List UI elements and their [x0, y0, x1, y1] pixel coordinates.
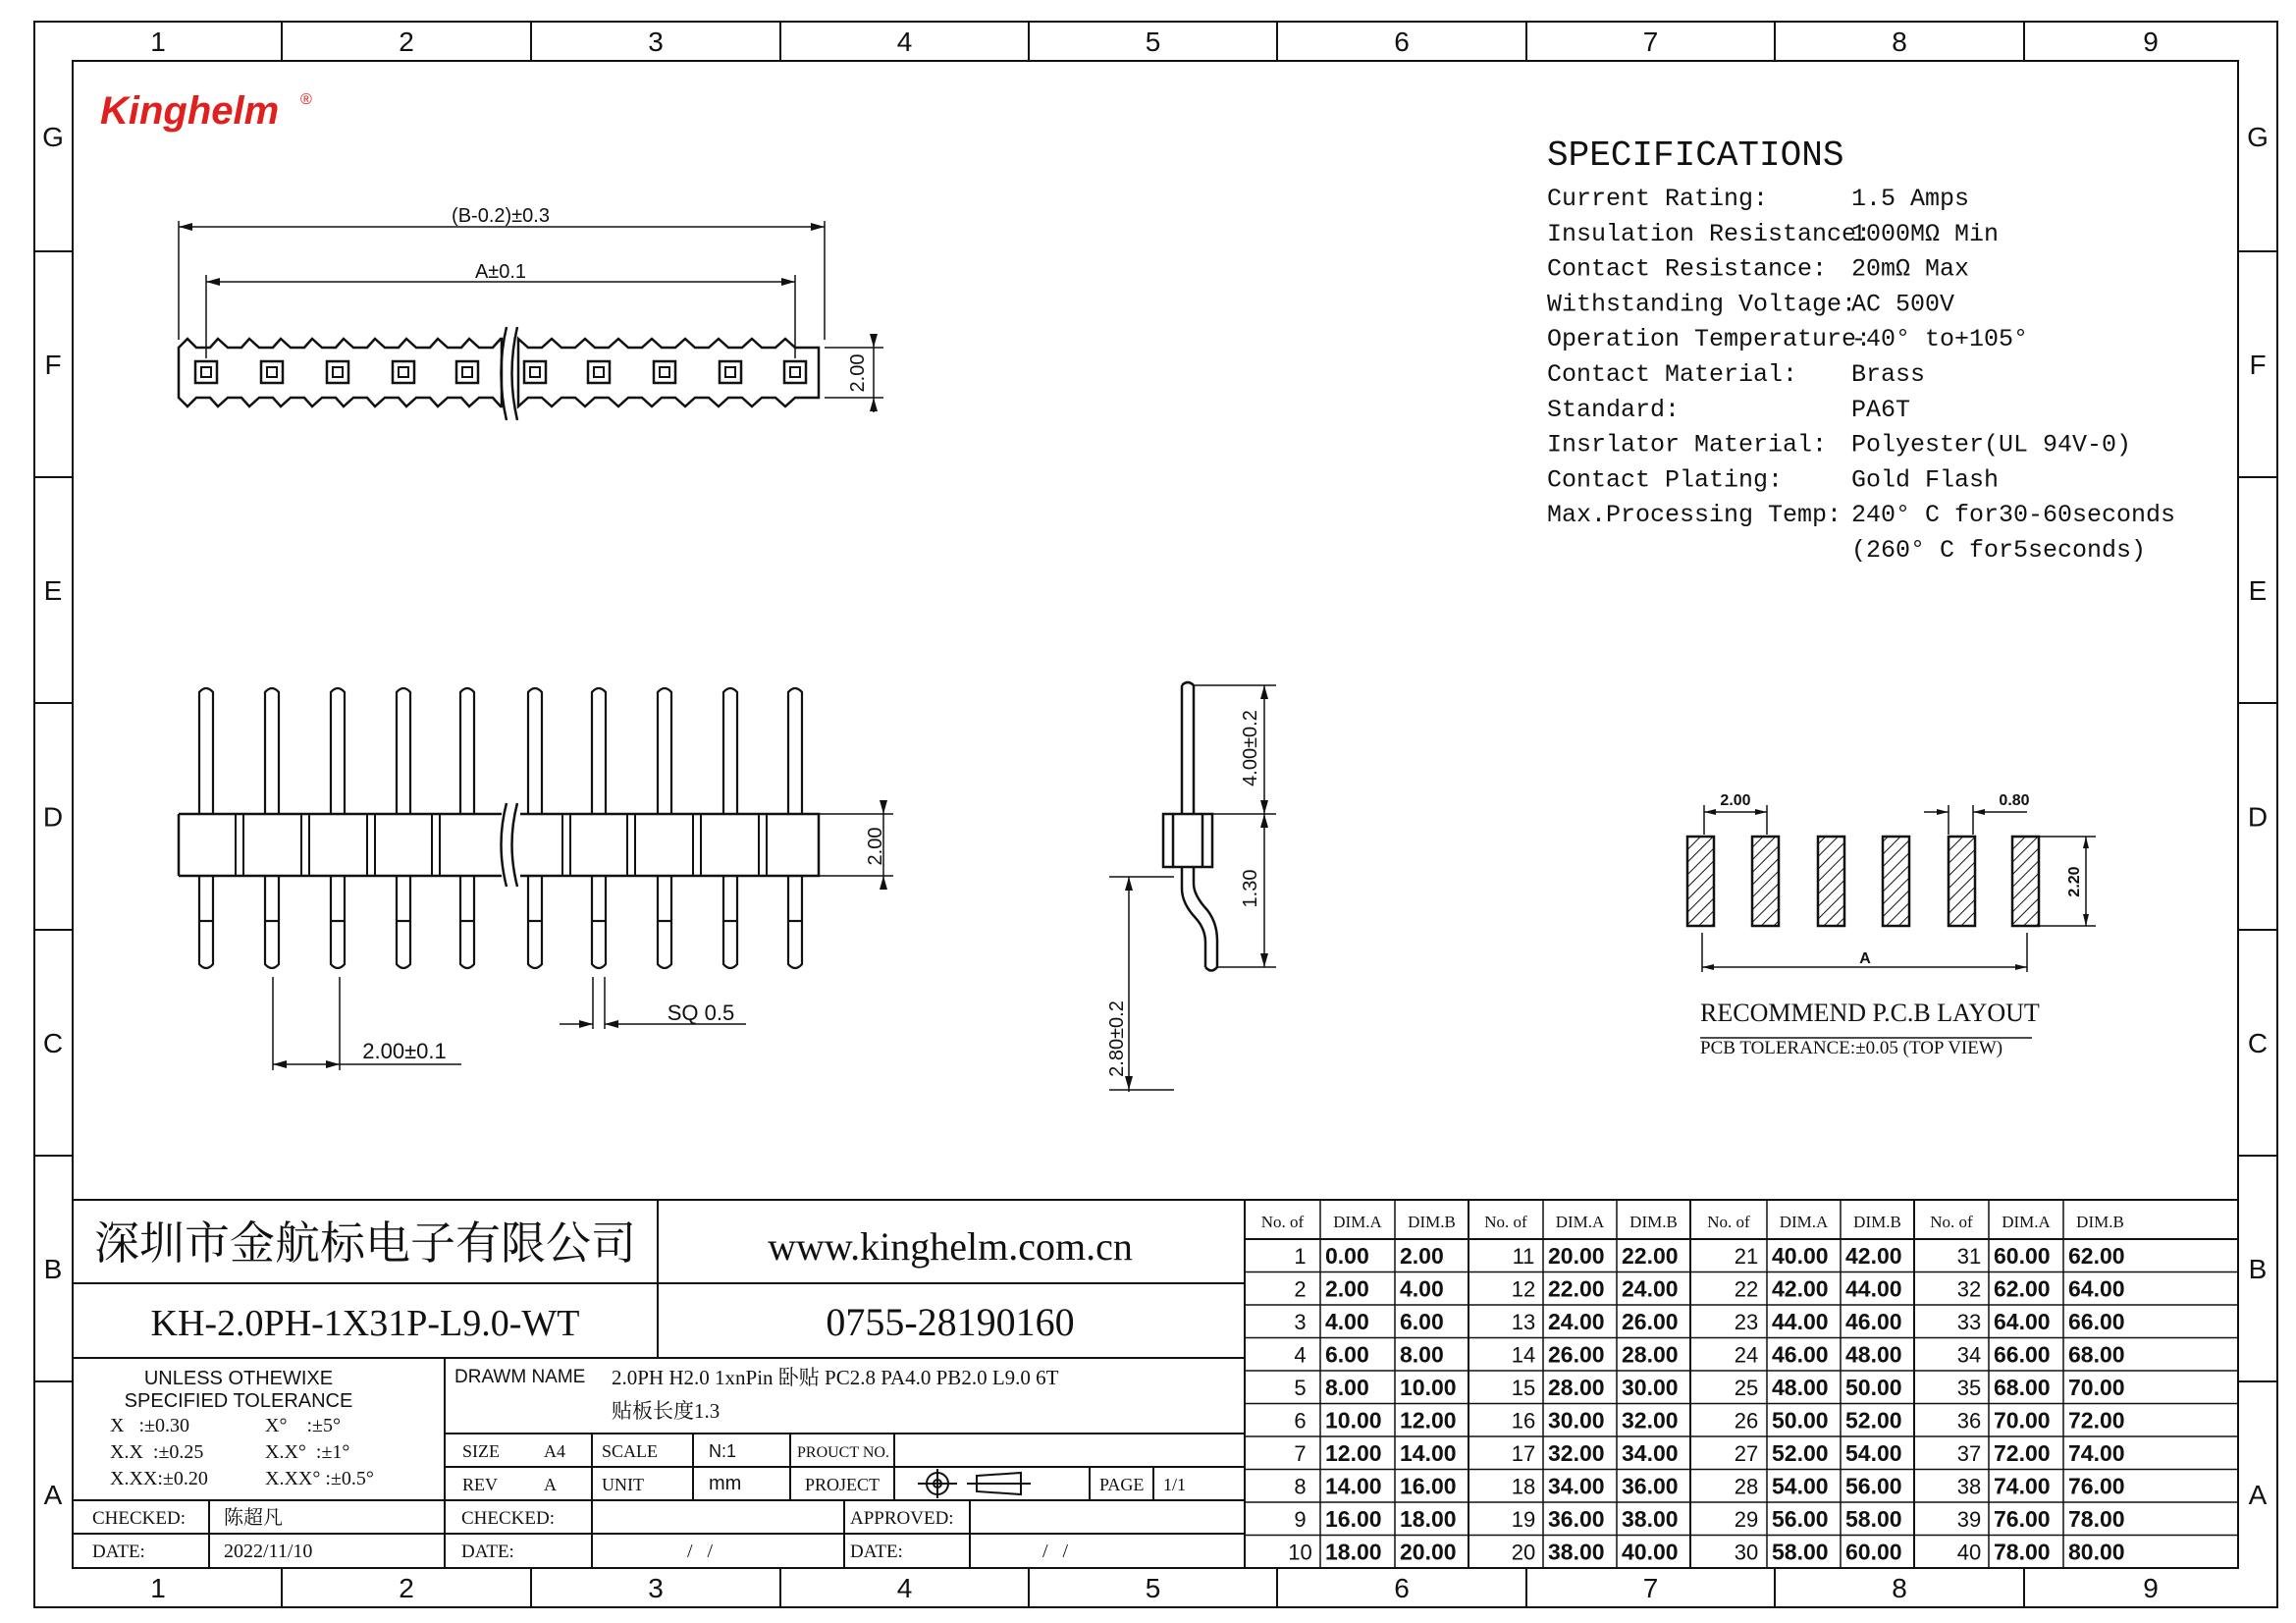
table-cell-count: 28: [1734, 1474, 1759, 1499]
top-pin-inner: [530, 367, 540, 377]
grid-column-label-top: 8: [1892, 27, 1907, 57]
table-header-cell: DIM.B: [1408, 1213, 1456, 1231]
table-cell-dim-b: 52.00: [1845, 1407, 1902, 1434]
tolerance-x: X :±0.30: [110, 1415, 189, 1436]
table-header-cell: DIM.B: [2076, 1213, 2124, 1231]
front-pin-upper: [723, 688, 737, 814]
approved-label: APPROVED:: [850, 1508, 954, 1529]
table-cell-count: 13: [1511, 1310, 1536, 1334]
table-cell-dim-b: 54.00: [1845, 1440, 1902, 1466]
table-cell-count: 36: [1956, 1408, 1982, 1434]
front-height-dimension: 2.00: [865, 827, 886, 866]
table-cell-count: 18: [1511, 1474, 1536, 1499]
top-pin-outer: [524, 361, 546, 383]
grid-column-label-bottom: 9: [2143, 1573, 2159, 1603]
table-cell-dim-b: 24.00: [1622, 1275, 1679, 1302]
front-view-pins: [199, 688, 802, 968]
table-cell-dim-b: 58.00: [1845, 1506, 1902, 1532]
grid-column-label-top: 2: [399, 27, 414, 57]
grid-column-label-top: 9: [2143, 27, 2159, 57]
table-cell-dim-a: 76.00: [1994, 1506, 2051, 1532]
drawn-name-value-line-1: 2.0PH H2.0 1xnPin 卧贴 PC2.8 PA4.0 PB2.0 L9.0 6T: [612, 1366, 1059, 1389]
spec-value: AC 500V: [1851, 290, 1955, 319]
table-cell-count: 6: [1294, 1408, 1307, 1434]
top-pin-outer: [588, 361, 610, 383]
table-cell-dim-a: 2.00: [1325, 1275, 1369, 1302]
table-cell-dim-b: 8.00: [1400, 1341, 1444, 1368]
grid-column-label-bottom: 6: [1394, 1573, 1410, 1603]
top-pin-inner: [333, 367, 343, 377]
table-cell-dim-a: 10.00: [1325, 1407, 1382, 1434]
table-cell-dim-a: 36.00: [1548, 1506, 1605, 1532]
spec-value: 1000MΩ Min: [1851, 219, 2000, 248]
front-pin-upper: [331, 688, 345, 814]
table-cell-dim-b: 32.00: [1622, 1407, 1679, 1434]
table-cell-dim-b: 2.00: [1400, 1243, 1444, 1269]
pcb-pad: [2012, 837, 2039, 926]
company-website[interactable]: www.kinghelm.com.cn: [768, 1224, 1133, 1269]
table-cell-dim-b: 62.00: [2068, 1243, 2125, 1269]
table-cell-dim-b: 10.00: [1400, 1375, 1457, 1400]
side-view-outline: [1163, 682, 1217, 971]
table-cell-count: 10: [1288, 1540, 1312, 1565]
table-cell-dim-a: 56.00: [1772, 1506, 1829, 1532]
front-pitch-dimension: 2.00±0.1: [362, 1039, 447, 1063]
table-cell-dim-a: 38.00: [1548, 1539, 1605, 1565]
pcb-pad: [1752, 837, 1779, 926]
table-cell-count: 17: [1511, 1441, 1536, 1466]
table-cell-dim-b: 60.00: [1845, 1539, 1902, 1565]
table-cell-dim-b: 70.00: [2068, 1375, 2125, 1400]
spec-label: Contact Resistance:: [1547, 254, 1828, 284]
spec-value: (260° C for5seconds): [1851, 536, 2147, 565]
scale-value: N:1: [709, 1441, 737, 1461]
table-cell-dim-b: 50.00: [1845, 1375, 1902, 1400]
pcb-pad-width-dimension: 0.80: [1999, 792, 2030, 809]
table-cell-count: 8: [1294, 1474, 1307, 1499]
table-cell-count: 39: [1956, 1507, 1982, 1532]
table-cell-count: 30: [1734, 1540, 1759, 1565]
grid-column-label-bottom: 2: [399, 1573, 414, 1603]
top-pin-outer: [261, 361, 283, 383]
table-cell-count: 29: [1734, 1507, 1759, 1532]
table-cell-count: 11: [1512, 1244, 1535, 1269]
table-cell-dim-b: 68.00: [2068, 1341, 2125, 1368]
table-cell-count: 12: [1511, 1276, 1536, 1302]
grid-column-label-top: 5: [1145, 27, 1161, 57]
table-cell-count: 31: [1956, 1244, 1982, 1269]
table-header-cell: No. of: [1260, 1213, 1305, 1231]
table-cell-dim-b: 64.00: [2068, 1275, 2125, 1302]
table-header-cell: DIM.A: [1779, 1213, 1829, 1231]
table-header-cell: No. of: [1930, 1213, 1973, 1231]
checked-label: CHECKED:: [92, 1508, 186, 1529]
spec-label: Standard:: [1547, 395, 1681, 424]
page-label: PAGE: [1099, 1475, 1145, 1494]
table-cell-dim-a: 64.00: [1994, 1309, 2051, 1334]
table-cell-dim-a: 44.00: [1772, 1309, 1829, 1334]
date-value: 2022/11/10: [224, 1541, 313, 1562]
checked-2-label: CHECKED:: [461, 1508, 555, 1529]
top-overall-dimension: (B-0.2)±0.3: [452, 205, 550, 227]
table-cell-count: 16: [1511, 1408, 1536, 1434]
spec-value: 20mΩ Max: [1851, 254, 1970, 284]
table-cell-dim-b: 44.00: [1845, 1275, 1902, 1302]
table-cell-count: 7: [1294, 1441, 1307, 1466]
company-name: 深圳市金航标电子有限公司: [94, 1218, 636, 1269]
table-header-cell: DIM.B: [1853, 1213, 1901, 1231]
table-cell-dim-b: 26.00: [1622, 1309, 1679, 1334]
spec-value: 1.5 Amps: [1851, 185, 1970, 213]
top-height-dimension: 2.00: [847, 353, 869, 393]
table-cell-count: 38: [1956, 1474, 1982, 1499]
front-pin-upper: [788, 688, 802, 814]
table-cell-dim-b: 72.00: [2068, 1407, 2125, 1434]
table-cell-dim-b: 56.00: [1845, 1473, 1902, 1499]
top-view-body: [179, 339, 819, 406]
table-cell-dim-a: 12.00: [1325, 1440, 1382, 1466]
table-cell-dim-a: 50.00: [1772, 1407, 1829, 1434]
table-cell-dim-b: 46.00: [1845, 1309, 1902, 1334]
table-cell-dim-a: 78.00: [1994, 1539, 2051, 1565]
pcb-pad: [1883, 837, 1909, 926]
table-cell-dim-a: 40.00: [1772, 1243, 1829, 1269]
revision-value: A: [544, 1475, 557, 1494]
top-pin-inner: [201, 367, 211, 377]
top-pin-outer: [393, 361, 414, 383]
grid-row-label-left: F: [44, 350, 62, 380]
table-cell-dim-b: 16.00: [1400, 1473, 1457, 1499]
table-cell-count: 20: [1511, 1540, 1536, 1565]
table-cell-count: 27: [1734, 1441, 1759, 1466]
pcb-pad-height-dimension: 2.20: [2066, 866, 2083, 897]
projection-symbol-icon: [918, 1469, 1031, 1498]
table-cell-count: 24: [1734, 1342, 1759, 1368]
side-bottom-dimension: 2.80±0.2: [1106, 1001, 1128, 1077]
table-cell-dim-a: 16.00: [1325, 1506, 1382, 1532]
table-cell-dim-b: 30.00: [1622, 1375, 1679, 1400]
table-cell-count: 35: [1956, 1376, 1982, 1400]
date-2-value: / /: [687, 1541, 714, 1562]
grid-row-label-right: B: [2248, 1254, 2268, 1284]
top-pin-inner: [790, 367, 800, 377]
front-view: [179, 688, 893, 1070]
table-cell-count: 26: [1734, 1408, 1759, 1434]
top-pin-inner: [399, 367, 408, 377]
pcb-layout-title: RECOMMEND P.C.B LAYOUT: [1700, 999, 2040, 1027]
pcb-tolerance-note: PCB TOLERANCE:±0.05 (TOP VIEW): [1700, 1038, 2003, 1058]
table-cell-dim-b: 4.00: [1400, 1275, 1444, 1302]
table-cell-dim-a: 68.00: [1994, 1375, 2051, 1400]
spec-label: Current Rating:: [1547, 185, 1769, 213]
table-header-cell: No. of: [1484, 1213, 1527, 1231]
table-cell-count: 1: [1294, 1244, 1307, 1269]
pcb-span-dimension: A: [1859, 950, 1871, 967]
table-cell-dim-a: 18.00: [1325, 1539, 1382, 1565]
table-cell-count: 5: [1294, 1376, 1307, 1400]
size-value: A4: [544, 1441, 565, 1461]
table-cell-dim-b: 34.00: [1622, 1440, 1679, 1466]
unit-label: UNIT: [602, 1475, 644, 1494]
table-cell-dim-a: 58.00: [1772, 1539, 1829, 1565]
specifications-list: [1547, 185, 2175, 565]
front-pin-upper: [199, 688, 213, 814]
table-cell-dim-a: 26.00: [1548, 1341, 1605, 1368]
front-pin-upper: [592, 688, 606, 814]
top-pin-inner: [267, 367, 277, 377]
top-pin-outer: [654, 361, 675, 383]
spec-label: Max.Processing Temp:: [1547, 501, 1842, 530]
grid-row-label-left: C: [42, 1028, 64, 1058]
side-pin-top-dimension: 4.00±0.2: [1240, 710, 1261, 786]
table-cell-dim-a: 34.00: [1548, 1473, 1605, 1499]
front-view-body: [179, 803, 819, 887]
table-cell-dim-b: 36.00: [1622, 1473, 1679, 1499]
top-pin-inner: [594, 367, 604, 377]
table-cell-dim-b: 12.00: [1400, 1407, 1457, 1434]
table-cell-dim-a: 28.00: [1548, 1375, 1605, 1400]
grid-column-label-top: 4: [896, 27, 913, 57]
table-cell-count: 32: [1956, 1276, 1982, 1302]
pcb-pitch-dimension: 2.00: [1720, 792, 1751, 809]
table-cell-dim-b: 20.00: [1400, 1539, 1457, 1565]
spec-value: Polyester(UL 94V-0): [1851, 430, 2132, 460]
table-cell-dim-a: 72.00: [1994, 1440, 2051, 1466]
spec-value: Gold Flash: [1851, 465, 2000, 495]
grid-column-label-bottom: 5: [1145, 1573, 1161, 1603]
scale-label: SCALE: [602, 1441, 659, 1461]
table-header-cell: DIM.A: [1333, 1213, 1382, 1231]
drawn-name-value-line-2: 贴板长度1.3: [612, 1399, 721, 1423]
grid-column-label-bottom: 8: [1892, 1573, 1907, 1603]
table-cell-count: 34: [1956, 1342, 1982, 1368]
spec-value: 240° C for30-60seconds: [1851, 501, 2176, 530]
table-cell-count: 37: [1956, 1441, 1982, 1466]
tolerance-heading-2: SPECIFIED TOLERANCE: [124, 1390, 353, 1412]
part-number: KH-2.0PH-1X31P-L9.0-WT: [150, 1303, 580, 1344]
table-cell-dim-b: 78.00: [2068, 1506, 2125, 1532]
table-cell-dim-a: 70.00: [1994, 1407, 2051, 1434]
front-pin-upper: [658, 688, 671, 814]
side-mid-dimension: 1.30: [1240, 869, 1261, 908]
pcb-pad: [1818, 837, 1844, 926]
project-label: PROJECT: [805, 1475, 881, 1494]
table-cell-dim-a: 48.00: [1772, 1375, 1829, 1400]
table-cell-dim-b: 74.00: [2068, 1440, 2125, 1466]
top-pin-outer: [456, 361, 478, 383]
table-cell-dim-a: 46.00: [1772, 1341, 1829, 1368]
table-cell-dim-a: 74.00: [1994, 1473, 2051, 1499]
tolerance-angle-1: X° :±5°: [265, 1415, 341, 1436]
grid-row-label-left: G: [42, 122, 64, 152]
top-pitch-span-dimension: A±0.1: [474, 261, 527, 283]
table-cell-dim-a: 8.00: [1325, 1375, 1369, 1400]
date-label: DATE:: [92, 1542, 145, 1562]
front-pin-upper: [460, 688, 474, 814]
top-pin-outer: [327, 361, 348, 383]
front-pin-square-dimension: SQ 0.5: [667, 1001, 735, 1025]
pcb-pad: [1687, 837, 1714, 926]
grid-row-label-right: F: [2249, 350, 2267, 380]
tolerance-x-x: X.X :±0.25: [110, 1441, 204, 1463]
grid-column-label-top: 7: [1642, 27, 1659, 57]
pcb-pad: [1949, 837, 1975, 926]
table-cell-dim-a: 66.00: [1994, 1341, 2051, 1368]
grid-row-label-left: B: [43, 1254, 63, 1284]
date-3-value: / /: [1042, 1541, 1069, 1562]
spec-label: Insrlator Material:: [1547, 430, 1828, 460]
table-cell-dim-b: 14.00: [1400, 1440, 1457, 1466]
side-view: [1106, 682, 1276, 1092]
grid-row-label-right: D: [2247, 801, 2269, 833]
spec-label: Withstanding Voltage:: [1547, 290, 1857, 319]
title-block: [73, 1200, 1245, 1568]
table-cell-count: 14: [1511, 1342, 1536, 1368]
date-2-label: DATE:: [461, 1542, 514, 1562]
table-cell-count: 22: [1734, 1276, 1759, 1302]
spec-label: Contact Plating:: [1547, 465, 1784, 495]
top-pin-inner: [660, 367, 669, 377]
table-cell-dim-a: 32.00: [1548, 1440, 1605, 1466]
table-cell-dim-b: 38.00: [1622, 1506, 1679, 1532]
spec-label: Operation Temperature:: [1547, 325, 1872, 354]
table-cell-dim-a: 54.00: [1772, 1473, 1829, 1499]
table-cell-dim-a: 62.00: [1994, 1275, 2051, 1302]
table-cell-count: 33: [1956, 1310, 1982, 1334]
table-cell-dim-a: 0.00: [1325, 1243, 1369, 1269]
spec-label: Contact Material:: [1547, 360, 1798, 389]
top-view: [179, 205, 883, 420]
top-pin-inner: [725, 367, 735, 377]
top-pin-inner: [462, 367, 472, 377]
table-cell-count: 25: [1734, 1376, 1759, 1400]
specifications-block: [1547, 135, 2175, 565]
table-cell-count: 2: [1294, 1276, 1307, 1302]
table-cell-count: 15: [1511, 1376, 1536, 1400]
tolerance-angle-3: X.XX° :±0.5°: [265, 1468, 374, 1489]
grid-column-label-top: 1: [150, 27, 166, 57]
table-cell-dim-b: 18.00: [1400, 1506, 1457, 1532]
table-cell-dim-a: 42.00: [1772, 1275, 1829, 1302]
table-cell-dim-a: 14.00: [1325, 1473, 1382, 1499]
grid-row-label-left: E: [43, 575, 63, 606]
top-pin-outer: [720, 361, 741, 383]
grid-row-label-left: A: [43, 1480, 63, 1510]
drawn-name-label: DRAWM NAME: [454, 1367, 586, 1387]
table-cell-dim-b: 80.00: [2068, 1539, 2125, 1565]
table-header-cell: No. of: [1707, 1213, 1750, 1231]
product-number-label: PROUCT NO.: [797, 1444, 889, 1461]
table-header-cell: DIM.A: [1555, 1213, 1605, 1231]
grid-column-label-top: 6: [1394, 27, 1410, 57]
table-cell-count: 19: [1511, 1507, 1536, 1532]
table-cell-dim-a: 24.00: [1548, 1309, 1605, 1334]
grid-row-label-right: A: [2248, 1480, 2268, 1510]
page-value: 1/1: [1163, 1475, 1187, 1494]
company-phone: 0755-28190160: [826, 1300, 1075, 1344]
top-pin-outer: [195, 361, 217, 383]
checked-by-value: 陈超凡: [224, 1507, 283, 1529]
tolerance-x-xx: X.XX:±0.20: [110, 1468, 208, 1489]
revision-label: REV: [462, 1475, 498, 1494]
table-cell-dim-b: 28.00: [1622, 1341, 1679, 1368]
spec-label: Insulation Resistance:: [1547, 219, 1872, 248]
table-cell-count: 21: [1734, 1244, 1759, 1269]
grid-column-label-bottom: 4: [896, 1573, 913, 1603]
tolerance-angle-2: X.X° :±1°: [265, 1441, 350, 1463]
top-break-mark: [502, 327, 518, 420]
table-cell-dim-b: 22.00: [1622, 1243, 1679, 1269]
table-cell-dim-b: 66.00: [2068, 1309, 2125, 1334]
table-cell-dim-a: 52.00: [1772, 1440, 1829, 1466]
table-cell-dim-a: 30.00: [1548, 1407, 1605, 1434]
specifications-title: SPECIFICATIONS: [1547, 135, 1844, 176]
grid-row-label-right: C: [2247, 1028, 2269, 1058]
table-cell-count: 3: [1294, 1310, 1307, 1334]
table-cell-dim-b: 48.00: [1845, 1341, 1902, 1368]
grid-row-label-right: E: [2248, 575, 2268, 606]
date-3-label: DATE:: [850, 1542, 903, 1562]
grid-row-label-left: D: [42, 801, 64, 833]
table-cell-dim-a: 60.00: [1994, 1243, 2051, 1269]
table-cell-dim-a: 22.00: [1548, 1275, 1605, 1302]
table-cell-dim-a: 6.00: [1325, 1341, 1369, 1368]
size-label: SIZE: [462, 1441, 500, 1461]
dimension-table: [1245, 1200, 2238, 1568]
table-cell-count: 9: [1294, 1507, 1307, 1532]
spec-value: Brass: [1851, 360, 1926, 389]
front-pin-upper: [397, 688, 410, 814]
pcb-pads: [1687, 837, 2039, 926]
kinghelm-logo: [100, 89, 312, 133]
logo-registered-mark: ®: [300, 91, 312, 108]
table-cell-count: 40: [1956, 1540, 1982, 1565]
grid-column-label-bottom: 7: [1642, 1573, 1659, 1603]
top-pin-outer: [784, 361, 806, 383]
spec-value: -40° to+105°: [1851, 325, 2029, 354]
front-dimension-lines: [273, 803, 893, 1070]
pcb-layout: [1687, 792, 2096, 1058]
table-header-cell: DIM.A: [2002, 1213, 2051, 1231]
logo-text: Kinghelm: [100, 89, 280, 133]
tolerance-heading-1: UNLESS OTHEWIXE: [143, 1368, 334, 1389]
table-header-cell: DIM.B: [1629, 1213, 1678, 1231]
table-cell-count: 23: [1734, 1310, 1759, 1334]
table-cell-dim-b: 76.00: [2068, 1473, 2125, 1499]
grid-column-label-bottom: 1: [150, 1573, 166, 1603]
front-pin-upper: [265, 688, 279, 814]
grid-column-label-top: 3: [648, 27, 664, 57]
table-cell-dim-b: 40.00: [1622, 1539, 1679, 1565]
grid-row-label-right: G: [2247, 122, 2269, 152]
table-cell-dim-b: 42.00: [1845, 1243, 1902, 1269]
table-cell-dim-a: 4.00: [1325, 1309, 1369, 1334]
unit-value: mm: [709, 1473, 742, 1494]
table-cell-dim-b: 6.00: [1400, 1309, 1444, 1334]
grid-column-label-bottom: 3: [648, 1573, 664, 1603]
table-cell-dim-a: 20.00: [1548, 1243, 1605, 1269]
table-cell-count: 4: [1294, 1342, 1307, 1368]
spec-value: PA6T: [1851, 395, 1911, 424]
front-pin-upper: [528, 688, 542, 814]
